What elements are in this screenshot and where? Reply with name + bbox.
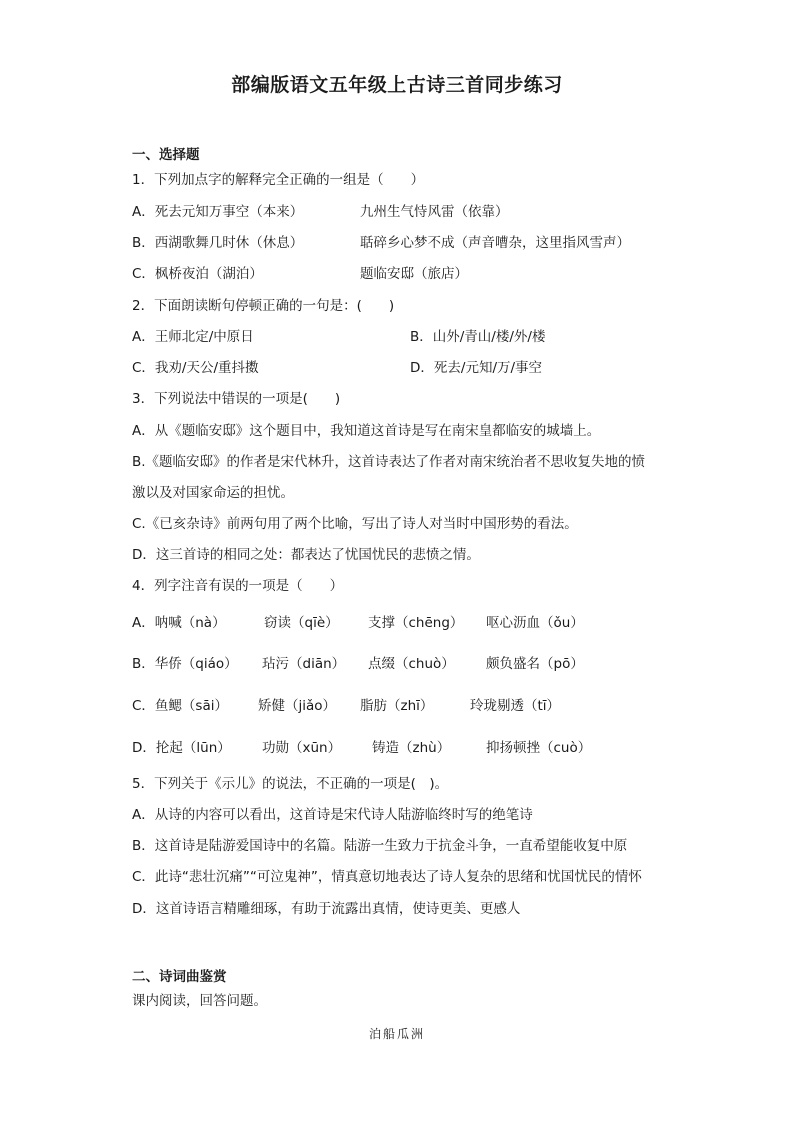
q1-option-c2: 题临安邸（旅店）	[360, 266, 468, 282]
q4-option-d-2: 功勋（xūn）	[262, 740, 342, 756]
q1-option-a2: 九州生气恃风雷（依靠）	[360, 204, 509, 220]
q4-option-c-2: 矫健（jiǎo）	[258, 698, 337, 714]
poem-title: 泊船瓜洲	[368, 1027, 425, 1041]
q4-option-c-4: 玲珑剔透（tī）	[470, 698, 561, 714]
q1-option-a1: A．死去元知万事空（本来）	[132, 204, 304, 220]
section-heading-poetry: 二、诗词曲鉴赏	[132, 969, 227, 985]
q4-option-a-4: 呕心沥血（ǒu）	[486, 615, 584, 631]
q4-option-c-3: 脂肪（zhī）	[360, 698, 434, 714]
q5-option-b: B．这首诗是陆游爱国诗中的名篇。陆游一生致力于抗金斗争，一直希望能收复中原	[132, 838, 628, 854]
q1-option-b2: 聒碎乡心梦不成（声音嘈杂，这里指风雪声）	[360, 235, 630, 251]
q1-option-c1: C．枫桥夜泊（湖泊）	[132, 266, 263, 282]
q4-option-d-1: D．抡起（lūn）	[132, 740, 231, 756]
q1-stem: 1．下列加点字的解释完全正确的一组是（ ）	[132, 172, 425, 188]
section2-instruction: 课内阅读，回答问题。	[132, 993, 267, 1009]
q3-option-a: A．从《题临安邸》这个题目中，我知道这首诗是写在南宋皇都临安的城墙上。	[132, 423, 601, 439]
q4-option-d-3: 铸造（zhù）	[372, 740, 451, 756]
q4-option-c-1: C．鱼鳃（sāi）	[132, 698, 228, 714]
q5-option-d: D．这首诗语言精雕细琢，有助于流露出真情，使诗更美、更感人	[132, 901, 521, 917]
q3-option-d: D．这三首诗的相同之处：都表达了忧国忧民的悲愤之情。	[132, 547, 480, 563]
q2-option-d: D．死去/元知/万/事空	[410, 360, 543, 376]
q4-option-a-1: A．呐喊（nà）	[132, 615, 226, 631]
q4-option-b-3: 点缀（chuò）	[368, 656, 455, 672]
q4-option-a-2: 窃读（qīè）	[264, 615, 339, 631]
q4-stem: 4．列字注音有误的一项是（ ）	[132, 578, 344, 594]
q4-option-b-4: 颇负盛名（pō）	[486, 656, 584, 672]
q5-option-c: C．此诗“悲壮沉痛”“可泣鬼神”，情真意切地表达了诗人复杂的思绪和忧国忧民的情怀	[132, 869, 642, 885]
q4-option-a-3: 支撑（chēng）	[368, 615, 464, 631]
q2-option-b: B．山外/青山/楼/外/楼	[410, 329, 546, 345]
q3-stem: 3．下列说法中错误的一项是( )	[132, 391, 341, 407]
q1-option-b1: B．西湖歌舞几时休（休息）	[132, 235, 304, 251]
q4-option-b-1: B．华侨（qiáo）	[132, 656, 238, 672]
section-heading-choice: 一、选择题	[132, 147, 200, 163]
q3-option-b-line1: B.《题临安邸》的作者是宋代林升，这首诗表达了作者对南宋统治者不思收复失地的愤	[132, 454, 646, 470]
q3-option-b-line2: 激以及对国家命运的担忧。	[132, 485, 294, 501]
q5-option-a: A．从诗的内容可以看出，这首诗是宋代诗人陆游临终时写的绝笔诗	[132, 807, 533, 823]
q2-stem: 2．下面朗读断句停顿正确的一句是：( )	[132, 298, 395, 314]
page-title: 部编版语文五年级上古诗三首同步练习	[231, 74, 563, 96]
q4-option-b-2: 玷污（diān）	[262, 656, 346, 672]
q3-option-c: C.《已亥杂诗》前两句用了两个比喻，写出了诗人对当时中国形势的看法。	[132, 516, 578, 532]
q2-option-a: A．王师北定/中原日	[132, 329, 254, 345]
q2-option-c: C．我劝/天公/重抖擞	[132, 360, 259, 376]
q5-stem: 5．下列关于《示儿》的说法，不正确的一项是( )。	[132, 776, 449, 792]
q4-option-d-4: 抑扬顿挫（cuò）	[486, 740, 592, 756]
